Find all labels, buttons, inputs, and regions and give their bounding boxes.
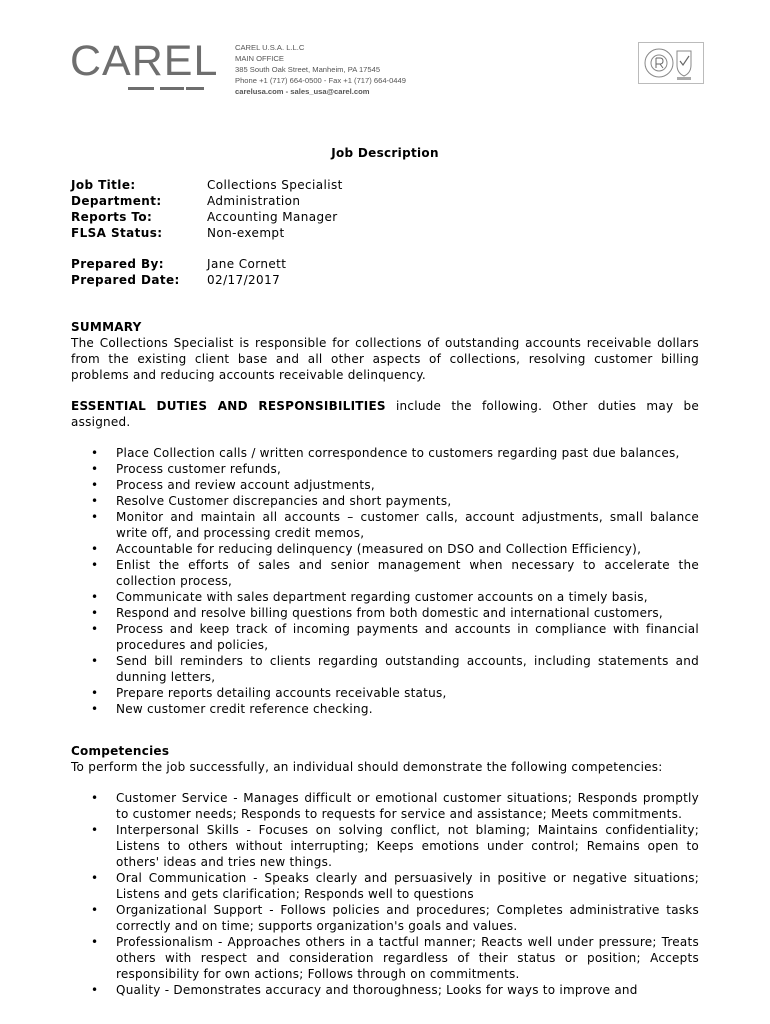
competencies-list <box>71 790 699 998</box>
field-label: Prepared By: <box>71 257 164 271</box>
carel-logo <box>70 36 219 92</box>
field-label: Department: <box>71 194 162 208</box>
list-item: • Respond and resolve billing questions from both domestic and international customers, <box>71 605 699 621</box>
list-item: • Organizational Support - Follows policies and procedures; Completes administrative tasks correctly and on time; supports organization's goals and values. <box>71 902 699 934</box>
list-item: • Monitor and maintain all accounts – customer calls, account adjustments, small balance write off, and processing credit memos, <box>71 509 699 541</box>
field-row <box>71 256 343 272</box>
office-label: MAIN OFFICE <box>235 54 284 63</box>
field-value: 02/17/2017 <box>207 273 281 287</box>
list-item: • New customer credit reference checking. <box>71 701 699 717</box>
list-item: • Prepare reports detailing accounts receivable status, <box>71 685 699 701</box>
field-value: Collections Specialist <box>207 178 343 192</box>
logo-bar <box>160 87 184 90</box>
duties-list <box>71 445 699 717</box>
field-value: Accounting Manager <box>207 210 338 224</box>
list-item: • Accountable for reducing delinquency (measured on DSO and Collection Efficiency), <box>71 541 699 557</box>
logo-bar <box>128 87 154 90</box>
field-value: Administration <box>207 194 301 208</box>
field-label: Job Title: <box>71 178 136 192</box>
field-row <box>71 177 343 193</box>
field-row <box>71 272 343 288</box>
list-item: • Communicate with sales department regarding customer accounts on a timely basis, <box>71 589 699 605</box>
field-value: Non-exempt <box>207 226 285 240</box>
list-item: • Quality - Demonstrates accuracy and thoroughness; Looks for ways to improve and <box>71 982 699 998</box>
list-item: • Process customer refunds, <box>71 461 699 477</box>
street-address: 385 South Oak Street, Manheim, PA 17545 <box>235 65 381 74</box>
duties-section <box>71 398 699 717</box>
field-row <box>71 225 343 241</box>
list-item: • Send bill reminders to clients regarding outstanding accounts, including statements and dunning letters, <box>71 653 699 685</box>
phone-fax: Phone +1 (717) 664-0500 - Fax +1 (717) 664-0449 <box>235 76 406 85</box>
list-item: • Process and review account adjustments, <box>71 477 699 493</box>
duties-heading: ESSENTIAL DUTIES AND RESPONSIBILITIES <box>71 399 386 413</box>
job-details <box>71 177 343 288</box>
list-item: • Resolve Customer discrepancies and short payments, <box>71 493 699 509</box>
page-title: Job Description <box>331 146 439 160</box>
list-item: • Process and keep track of incoming payments and accounts in compliance with financial procedures and policies, <box>71 621 699 653</box>
company-name: CAREL U.S.A. L.L.C <box>235 43 305 52</box>
list-item: • Oral Communication - Speaks clearly and persuasively in positive or negative situations; Listens and gets clarification; Responds well to questions <box>71 870 699 902</box>
summary-section <box>71 319 699 383</box>
logo-bar <box>186 87 204 90</box>
competencies-heading: Competencies <box>71 744 170 758</box>
duties-intro-text: include the following. Other duties may be assigned. <box>71 399 699 429</box>
list-item: • Professionalism - Approaches others in a tactful manner; Reacts well under pressure; Treats others with respect and consideration regardless of their status or position; Accepts responsibility for own actions; Follows through on commitments. <box>71 934 699 982</box>
list-item: • Enlist the efforts of sales and senior management when necessary to accelerate the collection process, <box>71 557 699 589</box>
field-label: Prepared Date: <box>71 273 180 287</box>
field-label: FLSA Status: <box>71 226 163 240</box>
list-item: • Interpersonal Skills - Focuses on solving conflict, not blaming; Maintains confidentiality; Listens to others without interrupting; Keeps emotions under control; Remains open to others' ideas and tries new things. <box>71 822 699 870</box>
summary-text: The Collections Specialist is responsible for collections of outstanding accounts receivable dollars from the existing client base and all other aspects of collections, resolving customer billing problems and reducing accounts receivable delinquency. <box>71 336 699 382</box>
certification-seals <box>638 42 704 84</box>
letterhead <box>0 0 770 110</box>
field-row <box>71 193 343 209</box>
list-item: • Place Collection calls / written correspondence to customers regarding past due balances, <box>71 445 699 461</box>
duties-intro <box>71 398 699 430</box>
list-item: • Customer Service - Manages difficult or emotional customer situations; Responds promptly to customer needs; Responds to requests for service and assistance; Meets commitments. <box>71 790 699 822</box>
web-email: carelusa.com - sales_usa@carel.com <box>235 87 370 96</box>
certification-seal-icon <box>639 43 703 83</box>
field-value: Jane Cornett <box>207 257 287 271</box>
field-row <box>71 209 343 225</box>
competencies-section <box>71 743 699 998</box>
field-label: Reports To: <box>71 210 153 224</box>
competencies-intro: To perform the job successfully, an individual should demonstrate the following competencies: <box>71 760 663 774</box>
summary-heading: SUMMARY <box>71 320 142 334</box>
company-address <box>235 42 406 97</box>
logo-text: CAREL <box>70 37 219 85</box>
